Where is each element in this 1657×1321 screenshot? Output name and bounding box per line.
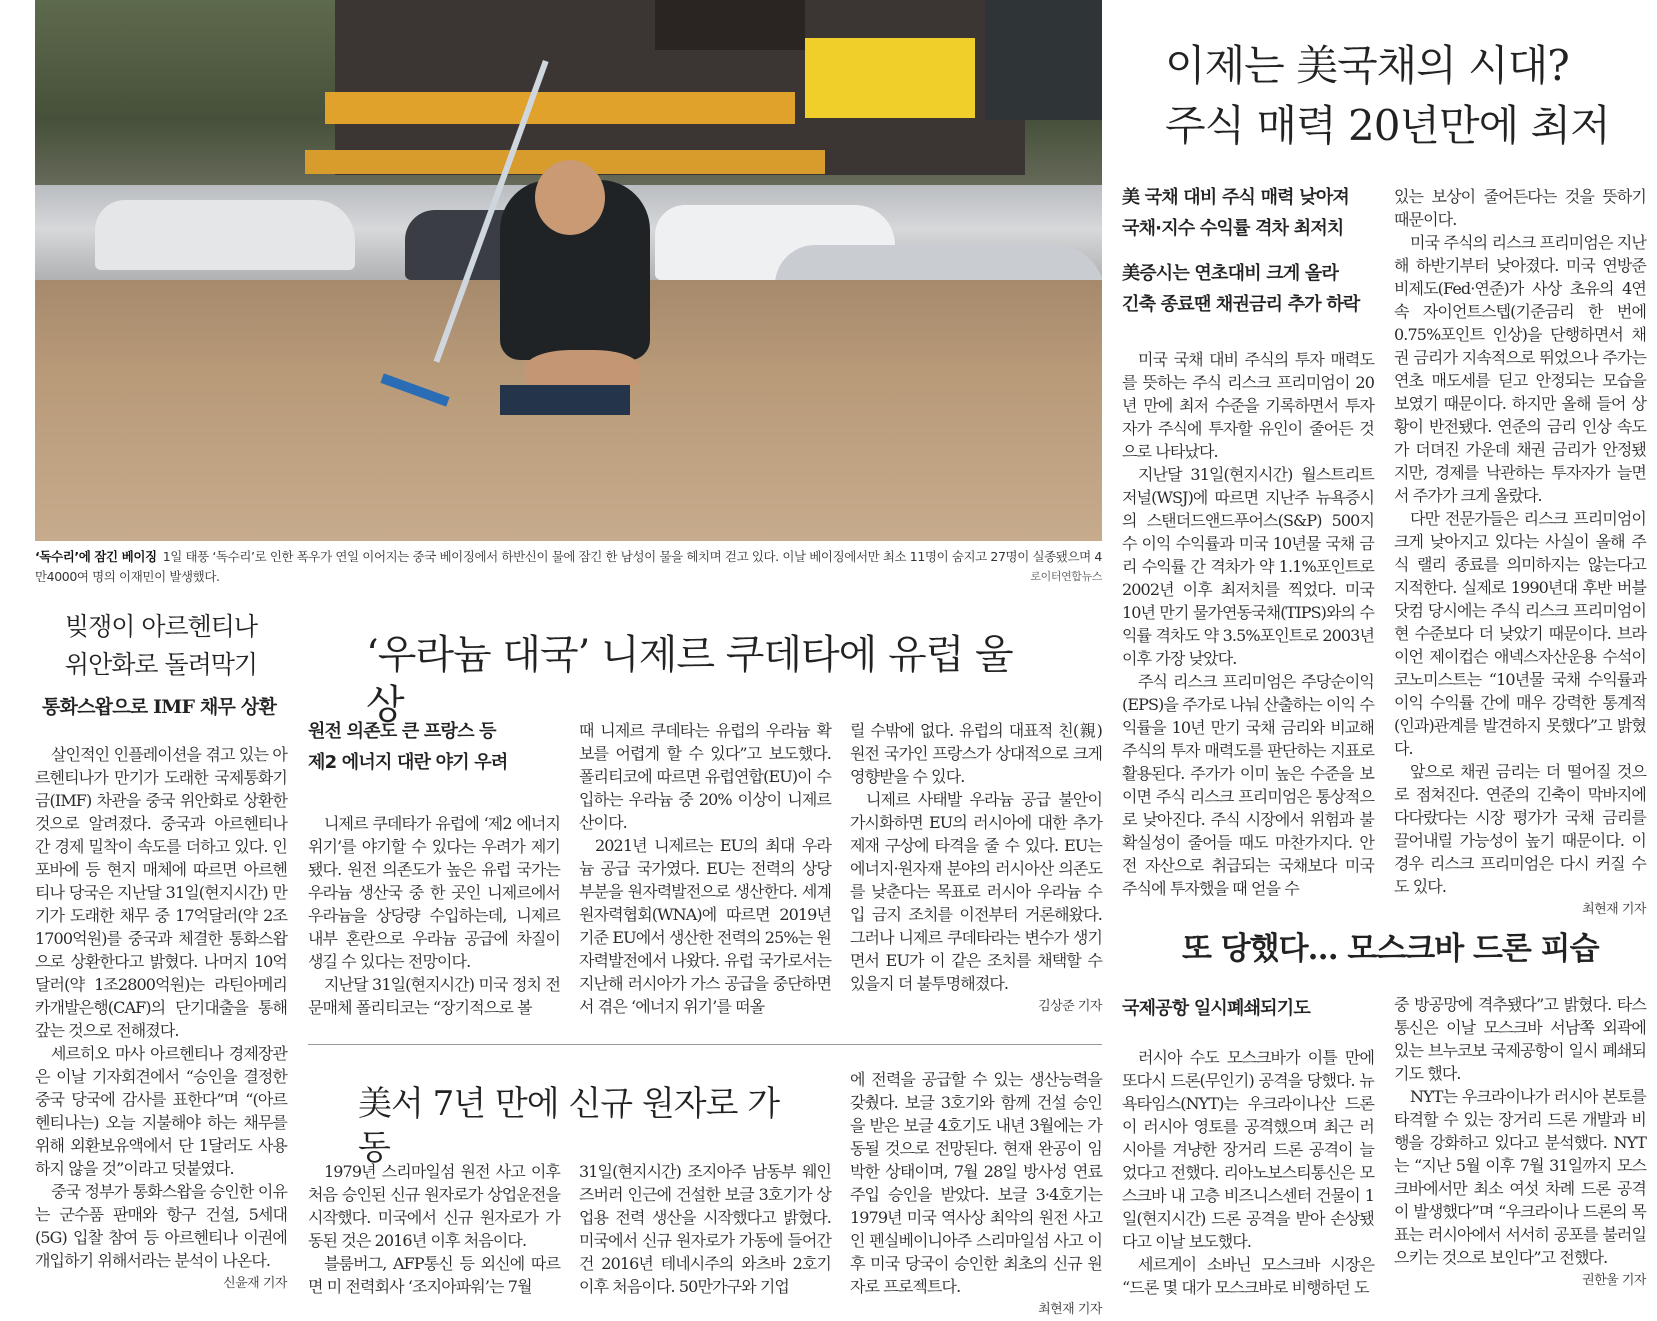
article-paragraph: 지난달 31일(현지시간) 월스트리트저널(WSJ)에 따르면 지난주 뉴욕증시의 스탠더드앤드푸어스(S&P) 500지수 이익 수익률과 미국 10년물 국채 금리 수익률 간 격차가 약 1.1%포인트로 2002년 이후 최저치를 찍었다. 미국 10년 만기 물가연동국채(TIPS)와의 수익률 격차도 약 3.5%포인트로 2003년 이후 가장 낮았다. bbox=[1122, 465, 1374, 668]
bonds-subhead-line: 국채·지수 수익률 격차 최저치 bbox=[1122, 218, 1344, 239]
bonds-subheads bbox=[1122, 182, 1382, 320]
niger-subhead bbox=[308, 716, 560, 778]
niger-column-3 bbox=[850, 719, 1102, 1018]
reactor-column-1 bbox=[308, 1160, 560, 1298]
argentina-headline bbox=[35, 608, 287, 684]
article-paragraph: 1979년 스리마일섬 원전 사고 이후 처음 승인된 신규 원자로가 상업운전을 시작했다. 미국에서 신규 원자로가 가동된 것은 2016년 이후 처음이다. bbox=[308, 1162, 560, 1250]
article-paragraph: 니제르 사태발 우라늄 공급 불안이 가시화하면 EU의 러시아에 대한 추가 제재 구상에 타격을 줄 수 있다. EU는 에너지·원자재 분야의 러시아산 의존도를 낮춘다는 목표로 러시아 우라늄 수입 금지 조치를 이전부터 거론해왔다. 그러나 니제르 쿠데타라는 변수가 생기면서 EU가 이 같은 조치를 채택할 수 있을지 더 불투명해졌다. bbox=[850, 790, 1102, 993]
article-paragraph: 다만 전문가들은 리스크 프리미엄이 크게 낮아지고 있다는 사실이 올해 주식 랠리 종료를 의미하지는 않는다고 지적한다. 실제로 1990년대 후반 버블닷컴 당시에는 주식 리스크 프리미엄이 현 수준보다 더 낮았기 때문이다. 브라이언 제이컵슨 애넥스자산운용 수석이코노미스트는 “10년물 국채 수익률과 이익 수익률 간에 매우 강력한 통계적 (인과)관계를 발견하지 못했다”고 밝혔다. bbox=[1394, 509, 1646, 758]
drone-headline: 또 당했다… 모스크바 드론 피습 bbox=[1182, 931, 1599, 967]
caption-text: 1일 태풍 ‘독수리’로 인한 폭우가 연일 이어지는 중국 베이징에서 하반신이 물에 잠긴 한 남성이 물을 헤치며 걷고 있다. 이날 베이징에서만 최소 11명이 숨지고 27명이 실종됐으며 4만4000여 명의 이재민이 발생했다. bbox=[35, 549, 1102, 584]
argentina-headline-line: 위안화로 돌려막기 bbox=[64, 650, 258, 679]
byline: 최현재 기자 bbox=[1038, 1302, 1102, 1317]
photo-credit: 로이터연합뉴스 bbox=[1030, 570, 1102, 583]
argentina-column-1 bbox=[35, 743, 287, 1295]
argentina-headline-line: 빚쟁이 아르헨티나 bbox=[64, 612, 258, 641]
article-paragraph: 지난달 31일(현지시간) 미국 정치 전문매체 폴리티코는 “장기적으로 볼 bbox=[308, 975, 560, 1017]
byline: 최현재 기자 bbox=[1582, 902, 1646, 917]
drone-column-2 bbox=[1394, 993, 1646, 1292]
bonds-headline bbox=[1165, 36, 1615, 156]
niger-column-2 bbox=[579, 719, 831, 1018]
article-paragraph: 31일(현지시간) 조지아주 남동부 웨인즈버러 인근에 건설한 보글 3호기가 상업용 전력 생산을 시작했다고 밝혔다. 미국에서 신규 원자로가 가동에 들어간 건 2016년 테네시주의 와츠바 2호기 이후 처음이다. 50만가구와 기업 bbox=[579, 1162, 831, 1296]
article-paragraph: 미국 국채 대비 주식의 투자 매력도를 뜻하는 주식 리스크 프리미엄이 20년 만에 최저 수준을 기록하면서 투자자가 주식에 투자할 유인이 줄어든 것으로 나타났다. bbox=[1122, 350, 1374, 461]
article-paragraph: 2021년 니제르는 EU의 최대 우라늄 공급 국가였다. EU는 전력의 상당 부분을 원자력발전으로 생산한다. 세계원자력협회(WNA)에 따르면 2019년 기준 EU에서 생산한 전력의 25%는 원자력발전에서 나왔다. 유럽 국가로서는 지난해 러시아가 가스 공급을 중단하면서 겪은 ‘에너지 위기’를 떠올 bbox=[579, 836, 831, 1016]
niger-subhead-line: 원전 의존도 큰 프랑스 등 bbox=[308, 721, 496, 742]
drone-subhead: 국제공항 일시폐쇄되기도 bbox=[1122, 998, 1310, 1019]
bonds-headline-line: 주식 매력 20년만에 최저 bbox=[1165, 101, 1610, 150]
bonds-subhead-line: 美 국채 대비 주식 매력 낮아져 bbox=[1122, 187, 1349, 208]
section-divider bbox=[308, 1044, 1102, 1045]
byline: 권한울 기자 bbox=[1582, 1273, 1646, 1288]
flood-photo bbox=[35, 0, 1102, 541]
article-paragraph: 러시아 수도 모스크바가 이틀 만에 또다시 드론(무인기) 공격을 당했다. 뉴욕타임스(NYT)는 우크라이나산 드론이 러시아 영토를 공격했으며 최근 러시아를 겨냥한 장거리 드론 공격이 늘었다고 전했다. 리아노보스티통신은 모스크바 내 고층 비즈니스센터 건물이 1일(현지시간) 드론 공격을 받아 손상됐다고 이날 보도했다. bbox=[1122, 1048, 1374, 1251]
bonds-column-2 bbox=[1394, 185, 1646, 921]
niger-column-1 bbox=[308, 812, 560, 1019]
drone-column-1 bbox=[1122, 1046, 1374, 1299]
article-paragraph: 세르게이 소바닌 모스크바 시장은 “드론 몇 대가 모스크바로 비행하던 도 bbox=[1122, 1255, 1374, 1297]
article-paragraph: 중국 정부가 통화스왑을 승인한 이유는 군수품 판매와 항구 건설, 5세대(5G) 입찰 참여 등 아르헨티나 이권에 개입하기 위해서라는 분석이 나온다. bbox=[35, 1182, 287, 1270]
article-paragraph: 미국 주식의 리스크 프리미엄은 지난해 하반기부터 낮아졌다. 미국 연방준비제도(Fed·연준)가 사상 초유의 4연속 자이언트스텝(기준금리 한 번에 0.75%포인트 인상)을 단행하면서 채권 금리가 지속적으로 뛰었으나 주가는 연초 매도세를 딛고 안정되는 모습을 보였기 때문이다. 하지만 올해 들어 상황이 반전됐다. 연준의 금리 인상 속도가 더뎌진 가운데 채권 금리가 안정됐지만, 경제를 낙관하는 투자자가 늘면서 주가가 크게 올랐다. bbox=[1394, 233, 1646, 505]
article-paragraph: 릴 수밖에 없다. 유럽의 대표적 친(親)원전 국가인 프랑스가 상대적으로 크게 영향받을 수 있다. bbox=[850, 721, 1102, 786]
article-paragraph: 주식 리스크 프리미엄은 주당순이익(EPS)을 주가로 나눠 산출하는 이익 수익률을 10년 만기 국채 금리와 비교해 주식의 투자 매력도를 판단하는 지표로 활용된다. 주가가 이미 높은 수준을 보이면 주식 리스크 프리미엄은 통상적으로 낮아진다. 주식 시장에서 위험과 불확실성이 줄어들 때도 마찬가지다. 안전 자산으로 취급되는 국채보다 미국 주식에 투자했을 때 얻을 수 bbox=[1122, 672, 1374, 898]
caption-title: ‘독수리’에 잠긴 베이징 bbox=[35, 549, 157, 564]
niger-headline: ‘우라늄 대국’ 니제르 쿠데타에 유럽 울상 bbox=[366, 632, 1013, 728]
article-paragraph: 니제르 쿠데타가 유럽에 ‘제2 에너지 위기’를 야기할 수 있다는 우려가 제기됐다. 원전 의존도가 높은 유럽 국가는 우라늄 생산국 중 한 곳인 니제르에서 우라늄을 상당량 수입하는데, 니제르 내부 혼란으로 우라늄 공급에 차질이 생길 수 있다는 전망이다. bbox=[308, 814, 560, 971]
photo-caption bbox=[35, 547, 1102, 587]
reactor-column-2 bbox=[579, 1160, 831, 1298]
article-paragraph: 블룸버그, AFP통신 등 외신에 따르면 미 전력회사 ‘조지아파워’는 7월 bbox=[308, 1254, 560, 1296]
article-paragraph: 앞으로 채권 금리는 더 떨어질 것으로 점쳐진다. 연준의 긴축이 막바지에 다다랐다는 시장 평가가 국채 금리를 끌어내릴 가능성이 높기 때문이다. 이 경우 리스크 프리미엄은 다시 커질 수도 있다. bbox=[1394, 762, 1646, 896]
byline: 신윤재 기자 bbox=[223, 1276, 287, 1291]
article-paragraph: 있는 보상이 줄어든다는 것을 뜻하기 때문이다. bbox=[1394, 187, 1646, 229]
bonds-subhead-line: 美증시는 연초대비 크게 올라 bbox=[1122, 263, 1339, 284]
article-paragraph: NYT는 우크라이나가 러시아 본토를 타격할 수 있는 장거리 드론 개발과 비행을 강화하고 있다고 분석했다. NYT는 “지난 5월 이후 7월 31일까지 모스크바에서만 최소 여섯 차례 드론 공격이 발생했다”며 “우크라이나 드론의 목표는 러시아에서 서서히 공포를 불러일으키는 것으로 보인다”고 전했다. bbox=[1394, 1087, 1646, 1267]
article-paragraph: 살인적인 인플레이션을 겪고 있는 아르헨티나가 만기가 도래한 국제통화기금(IMF) 차관을 중국 위안화로 상환한 것으로 알려졌다. 중국과 아르헨티나 간 경제 밀착이 속도를 더하고 있다. 인포바에 등 현지 매체에 따르면 아르헨티나 당국은 지난달 31일(현지시간) 만기가 도래한 채무 중 17억달러(약 2조1700억원)를 중국과 체결한 통화스왑으로 상환한다고 밝혔다. 나머지 10억달러(약 1조2800억원)는 라틴아메리카개발은행(CAF)의 단기대출을 통해 갚는 것으로 전해졌다. bbox=[35, 745, 287, 1040]
reactor-headline: 美서 7년 만에 신규 원자로 가동 bbox=[358, 1084, 780, 1168]
article-paragraph: 에 전력을 공급할 수 있는 생산능력을 갖췄다. 보글 3호기와 함께 건설 승인을 받은 보글 4호기도 내년 3월에는 가동될 것으로 전망된다. 현재 완공이 임박한 상태이며, 7월 28일 방사성 연료 주입 승인을 받았다. 보글 3·4호기는 1979년 미국 역사상 최악의 원전 사고인 펜실베이니아주 스리마일섬 사고 이후 미국 당국이 승인한 최초의 신규 원자로 프로젝트다. bbox=[850, 1070, 1102, 1296]
argentina-subhead: 통화스왑으로 IMF 채무 상환 bbox=[42, 696, 276, 718]
bonds-headline-line: 이제는 美국채의 시대? bbox=[1165, 41, 1569, 90]
byline: 김상준 기자 bbox=[1038, 999, 1102, 1014]
article-paragraph: 세르히오 마사 아르헨티나 경제장관은 이날 기자회견에서 “승인을 결정한 중국 당국에 감사를 표한다”며 “(아르헨티나는) 오늘 지불해야 하는 채무를 위해 외환보유액에서 단 1달러도 사용하지 않을 것”이라고 덧붙였다. bbox=[35, 1044, 287, 1178]
article-paragraph: 때 니제르 쿠데타는 유럽의 우라늄 확보를 어렵게 할 수 있다”고 보도했다. 폴리티코에 따르면 유럽연합(EU)이 수입하는 우라늄 중 20% 이상이 니제르산이다. bbox=[579, 721, 831, 832]
niger-subhead-line: 제2 에너지 대란 야기 우려 bbox=[308, 752, 508, 773]
reactor-column-3 bbox=[850, 1068, 1102, 1321]
article-paragraph: 중 방공망에 격추됐다”고 밝혔다. 타스통신은 이날 모스크바 서남쪽 외곽에 있는 브누코보 국제공항이 일시 폐쇄되기도 했다. bbox=[1394, 995, 1646, 1083]
bonds-subhead-line: 긴축 종료땐 채권금리 추가 하락 bbox=[1122, 294, 1360, 315]
bonds-column-1 bbox=[1122, 348, 1374, 900]
